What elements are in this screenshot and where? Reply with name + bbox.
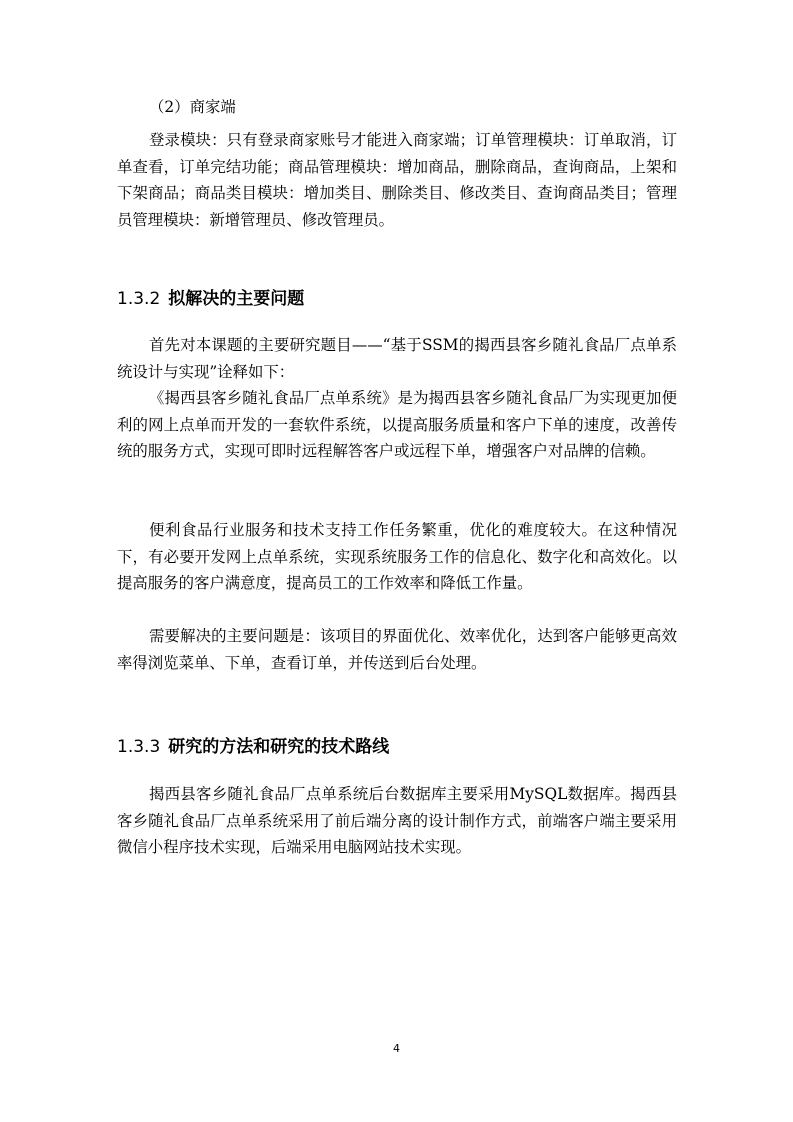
- heading-number: 1.3.2: [117, 289, 161, 309]
- heading-1-3-2: [117, 284, 304, 309]
- paragraph: 揭西县客乡随礼食品厂点单系统后台数据库主要采用MySQL数据库。揭西县客乡随礼食品厂点单系统采用了前后端分离的设计制作方式，前端客户端主要采用微信小程序技术实现，后端采用电脑网站技术实现。: [117, 785, 677, 856]
- merchant-subheading: （2）商家端: [149, 98, 236, 116]
- paragraph: 首先对本课题的主要研究题目——“基于SSM的揭西县客乡随礼食品厂点单系统设计与实现”诠释如下：: [117, 336, 677, 381]
- heading-1-3-3: [117, 732, 389, 757]
- heading-number: 1.3.3: [117, 737, 161, 757]
- heading-title: 研究的方法和研究的技术路线: [168, 737, 390, 757]
- paragraph: 便利食品行业服务和技术支持工作任务繁重，优化的难度较大。在这种情况下，有必要开发网上点单系统，实现系统服务工作的信息化、数字化和高效化。以提高服务的客户满意度，提高员工的工作效率和降低工作量。: [117, 521, 677, 592]
- paragraph: 《揭西县客乡随礼食品厂点单系统》是为揭西县客乡随礼食品厂为实现更加便利的网上点单而开发的一套软件系统，以提高服务质量和客户下单的速度，改善传统的服务方式，实现可即时远程解答客户或远程下单，增强客户对品牌的信赖。: [117, 389, 677, 460]
- heading-title: 拟解决的主要问题: [168, 289, 305, 309]
- page-number: 4: [393, 1042, 400, 1055]
- paragraph: 需要解决的主要问题是：该项目的界面优化、效率优化，达到客户能够更高效率得浏览菜单、下单，查看订单，并传送到后台处理。: [117, 627, 677, 672]
- merchant-body: 登录模块：只有登录商家账号才能进入商家端；订单管理模块：订单取消，订单查看，订单完结功能；商品管理模块：增加商品，删除商品，查询商品，上架和下架商品；商品类目模块：增加类目、删除类目、修改类目、查询商品类目；管理员管理模块：新增管理员、修改管理员。: [117, 131, 677, 229]
